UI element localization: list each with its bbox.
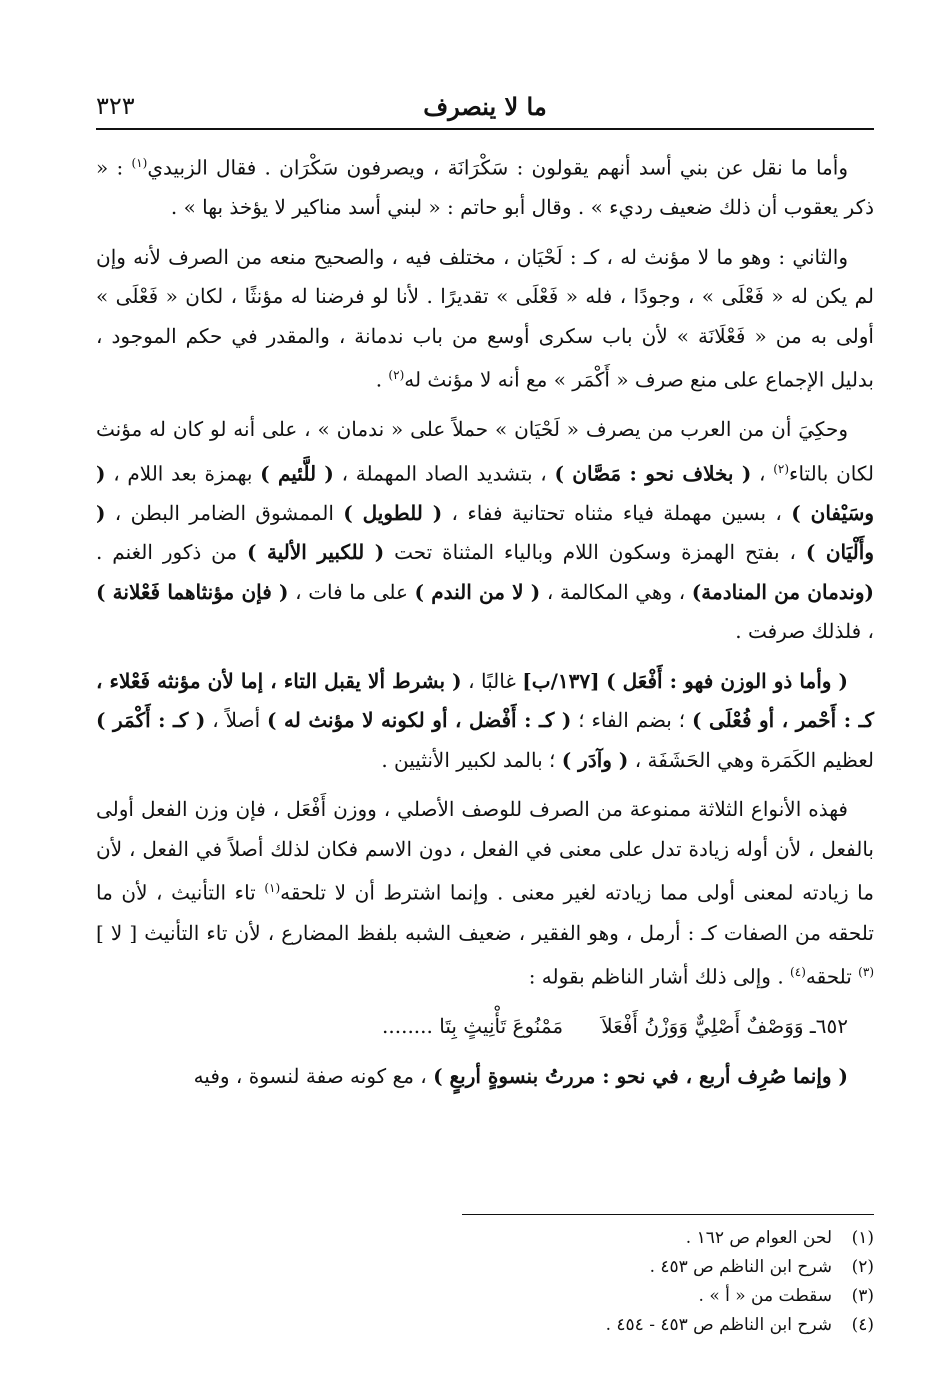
footnote-divider (462, 1214, 874, 1215)
paragraph-6 (96, 1057, 874, 1097)
text-run: ، مع كونه صفة لنسوة ، وفيه (193, 1063, 434, 1088)
bold-text: ( للَّئيم ) (260, 461, 334, 486)
bold-text: ( بشرط ألا يقبل التاء ، إما لأن مؤنثه فَعْلاء ، كـ : أَحْمر ، أو فُعْلَى ) (96, 668, 875, 733)
bold-text: ( وأما ذو الوزن فهو : أَفْعَل ) (606, 668, 848, 693)
footnote-4 (374, 1311, 874, 1340)
text-run: ، وهي المكالمة ، (540, 579, 692, 604)
text-run: وحكِيَ أن من العرب من يصرف « لَحْيَان » حملاً على « ندمان » ، على أنه لو كان له مؤنث لكان بالتاء (96, 417, 874, 486)
footnote-ref: (٣) (858, 965, 874, 980)
footnote-3 (374, 1282, 874, 1311)
footnote-number: (٢) (851, 1257, 874, 1277)
bold-text: ( وسَيْفان ) (96, 461, 874, 525)
bold-text: (وندمان من المنادمة) (691, 579, 874, 604)
bold-text: ( للطويل ) (343, 500, 443, 525)
bold-text: ( وإنما صُرِف أربع ، في نحو : مررتُ بنسوةٍ أربعٍ ) (433, 1063, 848, 1088)
text-run: فهذه الأنواع الثلاثة ممنوعة من الصرف للوصف الأصلي ، ووزن أَفْعَل ، فإن وزن الفعل أولى بالفعل ، لأن أوله زيادة تدل على معنى في الفعل ، دون الاسم فكان لذلك أصلاً في الفعل ، لأن ما زيادته لمعنى أولى مما زيادته لغير معنى . وإنما اشترط أن لا تلحقه (96, 797, 874, 906)
text-run: ، (751, 461, 774, 486)
footnote-text: لحن العوام ص ١٦٢ . (685, 1228, 832, 1248)
bold-text: ( بخلاف نحو : مَصَّان ) (554, 461, 752, 486)
text-run: ، فلذلك صرفت . (735, 619, 874, 644)
text-run: من ذكور الغنم . (96, 540, 248, 565)
footnote-ref: (٢) (773, 461, 790, 476)
bold-text: [١٣٧/ب] (522, 668, 600, 693)
poem-verse (96, 1007, 874, 1047)
text-run: ، بتشديد الصاد المهملة ، (333, 461, 555, 486)
text-run: غالبًا ، (461, 668, 523, 693)
paragraph-3 (96, 410, 874, 652)
footnote-1 (374, 1224, 874, 1253)
bold-text: ( كـ : أَكْمَر ) (96, 708, 206, 733)
text-run: ؛ بالمد لكبير الأنثيين . (381, 747, 562, 772)
text-run: . (375, 367, 389, 392)
footnote-ref: (٢) (388, 368, 405, 383)
main-text (96, 144, 874, 1106)
footnote-text: شرح ابن الناظم ص ٤٥٣ . (649, 1257, 832, 1277)
chapter-title: ما لا ينصرف (423, 92, 547, 121)
bold-text: ( وأَلْيَان ) (96, 500, 874, 565)
running-header (96, 88, 874, 130)
paragraph-2 (96, 238, 874, 401)
text-run: أصلاً ، (205, 708, 268, 733)
bold-text: ( وآدَر ) (561, 747, 629, 772)
bold-text: ( فإن مؤنثاهما فَعْلانة ) (96, 579, 289, 604)
bold-text: ( للكبير الألية ) (247, 540, 385, 565)
text-run: بهمزة بعد اللام ، (105, 461, 261, 486)
footnote-ref: (١) (264, 881, 281, 896)
verse-hemistich-2: مَمْنُوعَ تَأْنِيثٍ بِتَا (439, 1014, 564, 1039)
text-run: ، بسين مهملة فياء مثناه تحتانية ففاء ، (442, 500, 792, 525)
paragraph-4 (96, 662, 874, 781)
text-run: الممشوق الضامر البطن ، (105, 500, 344, 525)
text-run: وأما ما نقل عن بني أسد أنهم يقولون : سَكْرَانَة ، ويصرفون سَكْرَان . فقال الزبيدي (147, 155, 848, 180)
footnotes (374, 1224, 874, 1340)
verse-number: ٦٥٢ـ (809, 1014, 848, 1039)
footnote-number: (٤) (851, 1315, 874, 1335)
page-number: ٣٢٣ (96, 92, 135, 120)
text-run: . وإلى ذلك أشار الناظم بقوله : (528, 964, 791, 989)
footnote-text: سقطت من « أ » . (698, 1286, 832, 1306)
paragraph-1 (96, 144, 874, 228)
text-run: : « ذكر يعقوب أن ذلك ضعيف رديء » . وقال أبو حاتم : « لبني أسد مناكير لا يؤخذ بها » . (96, 155, 874, 220)
bold-text: ( لا من الندم ) (414, 579, 541, 604)
text-run: لعظيم الكَمَرة وهي الحَشَفَة ، (628, 747, 874, 772)
text-run: على ما فات ، (288, 579, 415, 604)
footnote-text: شرح ابن الناظم ص ٤٥٣ - ٤٥٤ . (605, 1315, 832, 1335)
footnote-number: (١) (851, 1228, 874, 1248)
verse-dots: ........ (382, 1014, 433, 1039)
verse-hemistich-1: وَوَصْفٌ أَصْلِيٌّ وَوَزْنُ أَفْعَلاَ (601, 1014, 804, 1039)
footnote-2 (374, 1253, 874, 1282)
paragraph-5 (96, 790, 874, 997)
text-run: تاء التأنيث ، لأن ما تلحقه من الصفات كـ : أرمل ، وهو الفقير ، ضعيف الشبه بلفظ المضارع ، لأن تاء التأنيث [ لا ] (96, 881, 874, 945)
text-run: تلحقه (805, 964, 859, 989)
footnote-number: (٣) (851, 1286, 874, 1306)
footnote-ref: (٤) (790, 965, 806, 980)
text-run: والثاني : وهو ما لا مؤنث له ، كـ : لَحْيَان ، مختلف فيه ، والصحيح منعه من الصرف لأنه وإن لم يكن له « فَعْلَى » ، وجودًا ، فله « فَعْلَى » تقديرًا . لأنا لو فرضنا له مؤنثًا ، لكان « فَعْلَى » أولى به من « فَعْلَانَة » لأن باب سكرى أوسع من باب ندمانة ، والمقدر في حكم الموجود ، بدليل الإجماع على منع صرف « أَكْمَر » مع أنه لا مؤنث له (96, 244, 874, 392)
text-run: ، بفتح الهمزة وسكون اللام وبالياء المثناة تحت (384, 540, 806, 565)
footnote-ref: (١) (131, 156, 148, 170)
bold-text: ( كـ : أَفْضل ، أو لكونه لا مؤنث له ) (267, 708, 572, 733)
text-run: ؛ بضم الفاء ؛ (571, 708, 693, 733)
